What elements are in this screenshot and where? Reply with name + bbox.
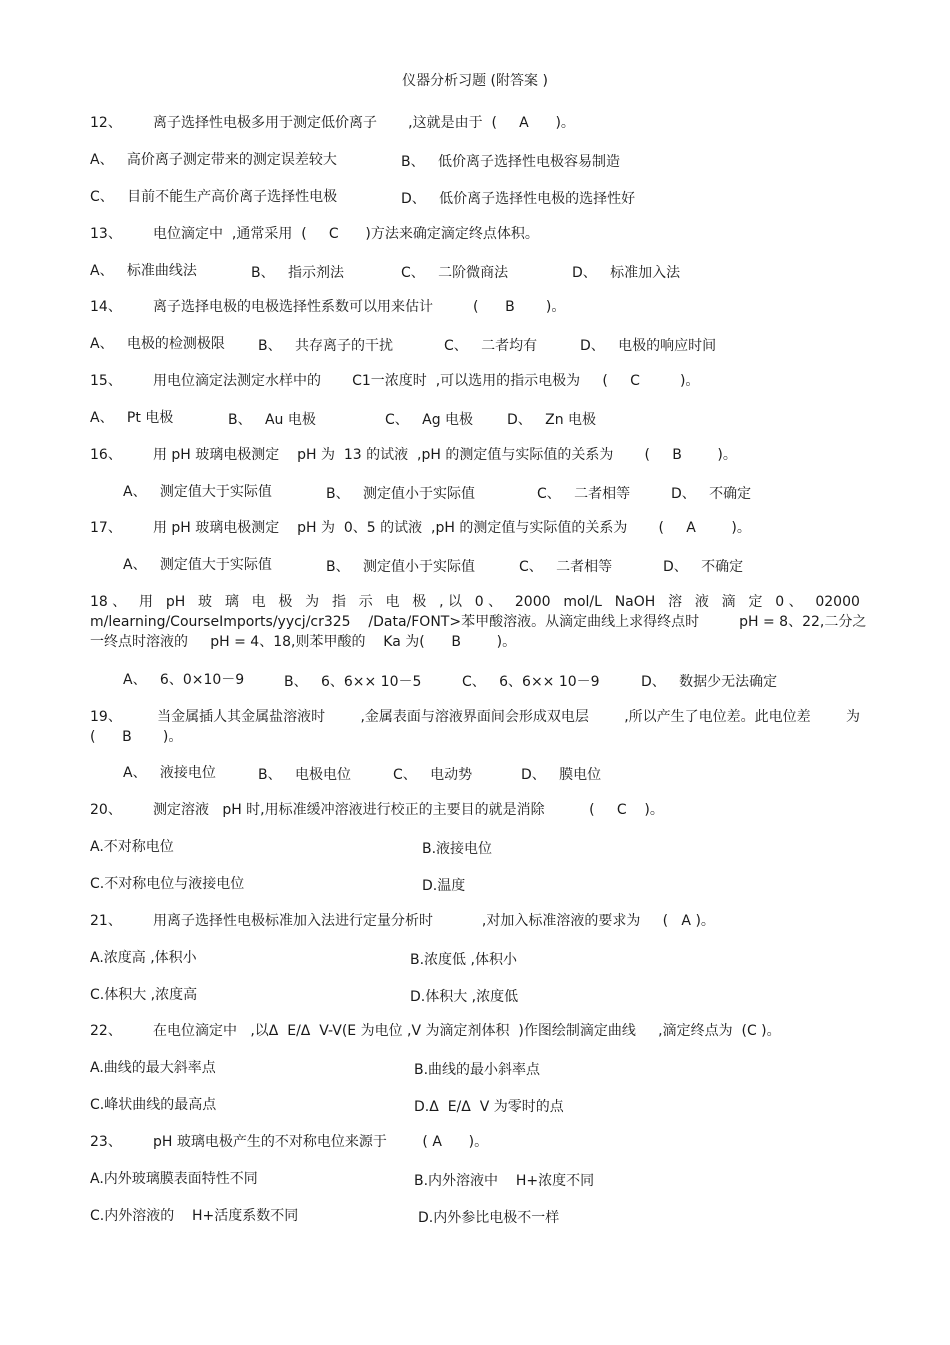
question-21-option-b: B.浓度低 ,体积小 bbox=[410, 952, 517, 968]
question-19-option-b: B、 电极电位 bbox=[258, 767, 351, 783]
question-19-option-d: D、 膜电位 bbox=[521, 767, 602, 783]
question-18-option-b: B、 6、6×× 10－5 bbox=[284, 674, 422, 690]
question-13-option-a: A、 标准曲线法 bbox=[90, 263, 197, 279]
question-19-stem-line-1: 19、 当金属插人其金属盐溶液时 ,金属表面与溶液界面间会形成双电层 ,所以产生了电位差。此电位差 为 bbox=[90, 709, 860, 725]
question-13-option-c: C、 二阶微商法 bbox=[401, 265, 509, 281]
question-14-option-b: B、 共存离子的干扰 bbox=[258, 338, 393, 354]
question-20-option-c: C.不对称电位与液接电位 bbox=[90, 876, 245, 892]
question-20-stem: 20、 测定溶液 pH 时,用标准缓冲溶液进行校正的主要目的就是消除 ( C )。 bbox=[90, 802, 664, 818]
question-20-option-b: B.液接电位 bbox=[422, 841, 493, 857]
question-23-option-b: B.内外溶液中 H+浓度不同 bbox=[414, 1173, 595, 1189]
question-15-stem: 15、 用电位滴定法测定水样中的 C1一浓度时 ,可以选用的指示电极为 ( C )。 bbox=[90, 373, 700, 389]
question-23-option-a: A.内外玻璃膜表面特性不同 bbox=[90, 1171, 258, 1187]
question-18-stem-line-1: 18 、 用 pH 玻 璃 电 极 为 指 示 电 极 , 以 0 、 2000 mol/L NaOH 溶 液 滴 定 0 、 02000 bbox=[90, 594, 860, 610]
question-17-option-a: A、 测定值大于实际值 bbox=[123, 557, 272, 573]
question-21-stem: 21、 用离子选择性电极标准加入法进行定量分析时 ,对加入标准溶液的要求为 ( A )。 bbox=[90, 913, 715, 929]
question-14-option-d: D、 电极的响应时间 bbox=[580, 338, 717, 354]
question-15-option-d: D、 Zn 电极 bbox=[507, 412, 597, 428]
question-16-stem: 16、 用 pH 玻璃电极测定 pH 为 13 的试液 ,pH 的测定值与实际值的关系为 ( B )。 bbox=[90, 447, 737, 463]
page-title: 仪器分析习题 (附答案 ) bbox=[402, 73, 548, 89]
question-19-option-a: A、 液接电位 bbox=[123, 765, 216, 781]
question-15-option-a: A、 Pt 电极 bbox=[90, 410, 174, 426]
question-12-stem: 12、 离子选择性电极多用于测定低价离子 ,这就是由于 ( A )。 bbox=[90, 115, 575, 131]
question-15-option-c: C、 Ag 电极 bbox=[385, 412, 474, 428]
question-14-stem: 14、 离子选择电极的电极选择性系数可以用来估计 ( B )。 bbox=[90, 299, 566, 315]
question-19-stem-line-2: ( B )。 bbox=[90, 729, 183, 745]
question-16-option-a: A、 测定值大于实际值 bbox=[123, 484, 272, 500]
question-23-option-c: C.内外溶液的 H+活度系数不同 bbox=[90, 1208, 299, 1224]
question-18-stem-line-2: m/learning/CourseImports/yycj/cr325 /Data/FONT>苯甲酸溶液。从滴定曲线上求得终点时 pH = 8、22,二分之 bbox=[90, 614, 867, 630]
question-13-option-b: B、 指示剂法 bbox=[251, 265, 344, 281]
question-23-option-d: D.内外参比电极不一样 bbox=[418, 1210, 560, 1226]
question-22-option-b: B.曲线的最小斜率点 bbox=[414, 1062, 541, 1078]
question-20-option-d: D.温度 bbox=[422, 878, 466, 894]
question-22-stem: 22、 在电位滴定中 ,以Δ E/Δ V-V(E 为电位 ,V 为滴定剂体积 )作图绘制滴定曲线 ,滴定终点为 (C )。 bbox=[90, 1023, 781, 1039]
question-15-option-b: B、 Au 电极 bbox=[228, 412, 316, 428]
question-16-option-d: D、 不确定 bbox=[671, 486, 752, 502]
question-21-option-d: D.体积大 ,浓度低 bbox=[410, 989, 519, 1005]
question-12-option-d: D、 低价离子选择性电极的选择性好 bbox=[401, 191, 636, 207]
question-17-stem: 17、 用 pH 玻璃电极测定 pH 为 0、5 的试液 ,pH 的测定值与实际值的关系为 ( A )。 bbox=[90, 520, 751, 536]
question-23-stem: 23、 pH 玻璃电极产生的不对称电位来源于 ( A )。 bbox=[90, 1134, 489, 1150]
question-22-option-c: C.峰状曲线的最高点 bbox=[90, 1097, 217, 1113]
question-22-option-d: D.Δ E/Δ V 为零时的点 bbox=[414, 1099, 564, 1115]
question-19-option-c: C、 电动势 bbox=[393, 767, 473, 783]
question-18-option-c: C、 6、6×× 10－9 bbox=[462, 674, 600, 690]
question-16-option-c: C、 二者相等 bbox=[537, 486, 631, 502]
question-16-option-b: B、 测定值小于实际值 bbox=[326, 486, 475, 502]
question-14-option-c: C、 二者均有 bbox=[444, 338, 538, 354]
question-12-option-a: A、 高价离子测定带来的测定误差较大 bbox=[90, 152, 337, 168]
question-14-option-a: A、 电极的检测极限 bbox=[90, 336, 225, 352]
question-12-option-c: C、 目前不能生产高价离子选择性电极 bbox=[90, 189, 338, 205]
question-18-option-a: A、 6、0×10－9 bbox=[123, 672, 245, 688]
question-17-option-c: C、 二者相等 bbox=[519, 559, 613, 575]
question-13-option-d: D、 标准加入法 bbox=[572, 265, 681, 281]
question-12-option-b: B、 低价离子选择性电极容易制造 bbox=[401, 154, 620, 170]
question-18-stem-line-3: 一终点时溶液的 pH = 4、18,则苯甲酸的 Ka 为( B )。 bbox=[90, 634, 517, 650]
question-18-option-d: D、 数据少无法确定 bbox=[641, 674, 778, 690]
question-20-option-a: A.不对称电位 bbox=[90, 839, 174, 855]
question-21-option-a: A.浓度高 ,体积小 bbox=[90, 950, 197, 966]
question-17-option-d: D、 不确定 bbox=[663, 559, 744, 575]
question-17-option-b: B、 测定值小于实际值 bbox=[326, 559, 475, 575]
question-22-option-a: A.曲线的最大斜率点 bbox=[90, 1060, 216, 1076]
question-13-stem: 13、 电位滴定中 ,通常采用 ( C )方法来确定滴定终点体积。 bbox=[90, 226, 539, 242]
question-21-option-c: C.体积大 ,浓度高 bbox=[90, 987, 198, 1003]
